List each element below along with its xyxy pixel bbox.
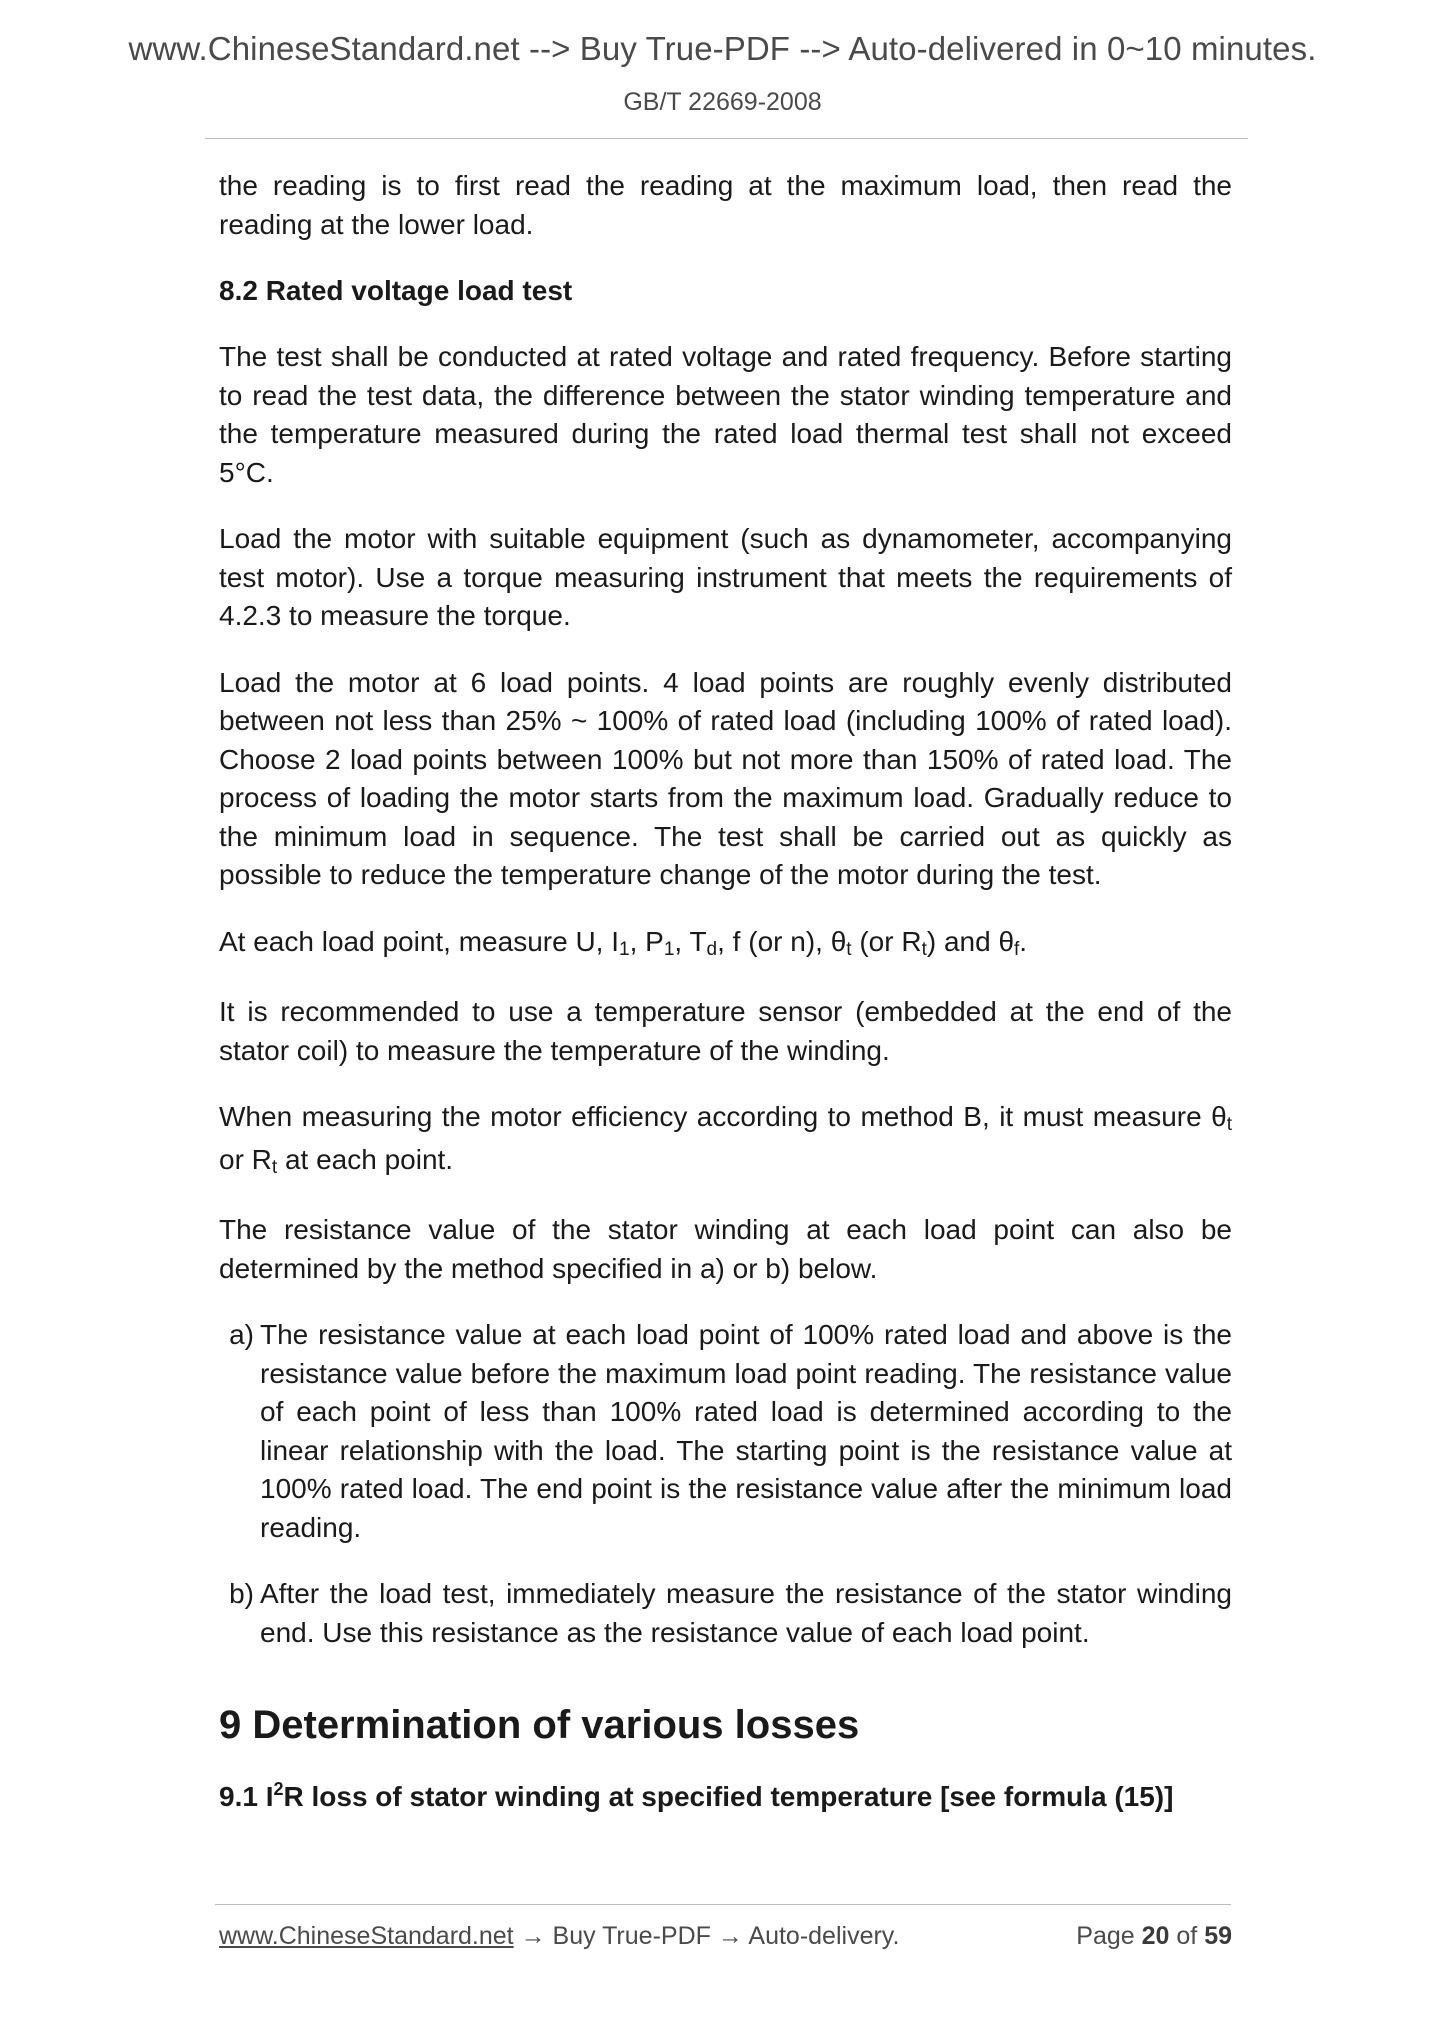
footer-promo: www.ChineseStandard.net → Buy True-PDF → Auto-delivery. (219, 1922, 900, 1950)
document-body (219, 167, 1232, 1819)
page-number: 20 (1141, 1922, 1170, 1950)
paragraph-measurements: At each load point, measure U, $I_1$, $P_1$, $T_d$, f (or n), $\theta_t$ (or $R_t$) and $\theta_f$. (219, 925, 1028, 960)
paragraph-method-b: When measuring the motor efficiency according to method B, it must measure $\theta_t$ or $R_t$ at each point. (219, 1101, 1232, 1178)
paragraph-temperature-sensor: It is recommended to use a temperature sensor (embedded at the end of the stator coil) to measure the temperature of the winding. (219, 996, 1232, 1066)
paragraph-rated-voltage: The test shall be conducted at rated voltage and rated frequency. Before starting to read the test data, the difference between the stator winding temperature and the temperature measured during the rated load thermal test shall not exceed 5°C. (219, 341, 1232, 488)
page-total: 59 (1204, 1922, 1232, 1950)
list-item-text: The resistance value at each load point of 100% rated load and above is the resistance value before the maximum load point reading. The resistance value of each point of less than 100% rated load is determined according to the linear relationship with the load. The starting point is the resistance value at 100% rated load. The end point is the resistance value after the minimum load reading. (260, 1319, 1232, 1543)
list-item-text: After the load test, immediately measure the resistance of the stator winding end. Use this resistance as the resistance value of each load point. (260, 1578, 1232, 1648)
method-list (219, 1316, 1232, 1652)
intro-paragraph: the reading is to first read the reading at the maximum load, then read the reading at the lower load. (219, 170, 1232, 240)
footer-divider (215, 1904, 1231, 1905)
standard-code: GB/T 22669-2008 (623, 88, 822, 116)
list-marker: a) (229, 1319, 254, 1350)
section-8-2-heading: 8.2 Rated voltage load test (219, 275, 573, 306)
paragraph-resistance: The resistance value of the stator winding at each load point can also be determined by the method specified in a) or b) below. (219, 1214, 1232, 1284)
list-item (219, 1316, 1232, 1547)
list-item (219, 1575, 1232, 1652)
site-link[interactable]: www.ChineseStandard.net (219, 1922, 514, 1950)
section-9-1-heading: 9.1 $I^2R$ loss of stator winding at specified temperature [see formula (15)] (219, 1779, 1174, 1812)
header-divider (205, 138, 1248, 139)
paragraph-load-points: Load the motor at 6 load points. 4 load points are roughly evenly distributed between not less than 25% ~ 100% of rated load (including 100% of rated load). Choose 2 load points between 100% but not more than 150% of rated load. The process of loading the motor starts from the maximum load. Gradually reduce to the minimum load in sequence. The test shall be carried out as quickly as possible to reduce the temperature change of the motor during the test. (219, 666, 1232, 890)
page-counter: Page 20 of 59 (1076, 1922, 1232, 1950)
paragraph-load-equipment: Load the motor with suitable equipment (such as dynamometer, accompanying test motor). Use a torque measuring instrument that meets the requirements of 4.2.3 to measure the torque. (219, 523, 1232, 631)
list-marker: b) (229, 1578, 254, 1609)
section-9-heading: 9 Determination of various losses (219, 1703, 860, 1747)
site-banner: www.ChineseStandard.net --> Buy True-PDF --> Auto-delivered in 0~10 minutes. (128, 30, 1317, 67)
